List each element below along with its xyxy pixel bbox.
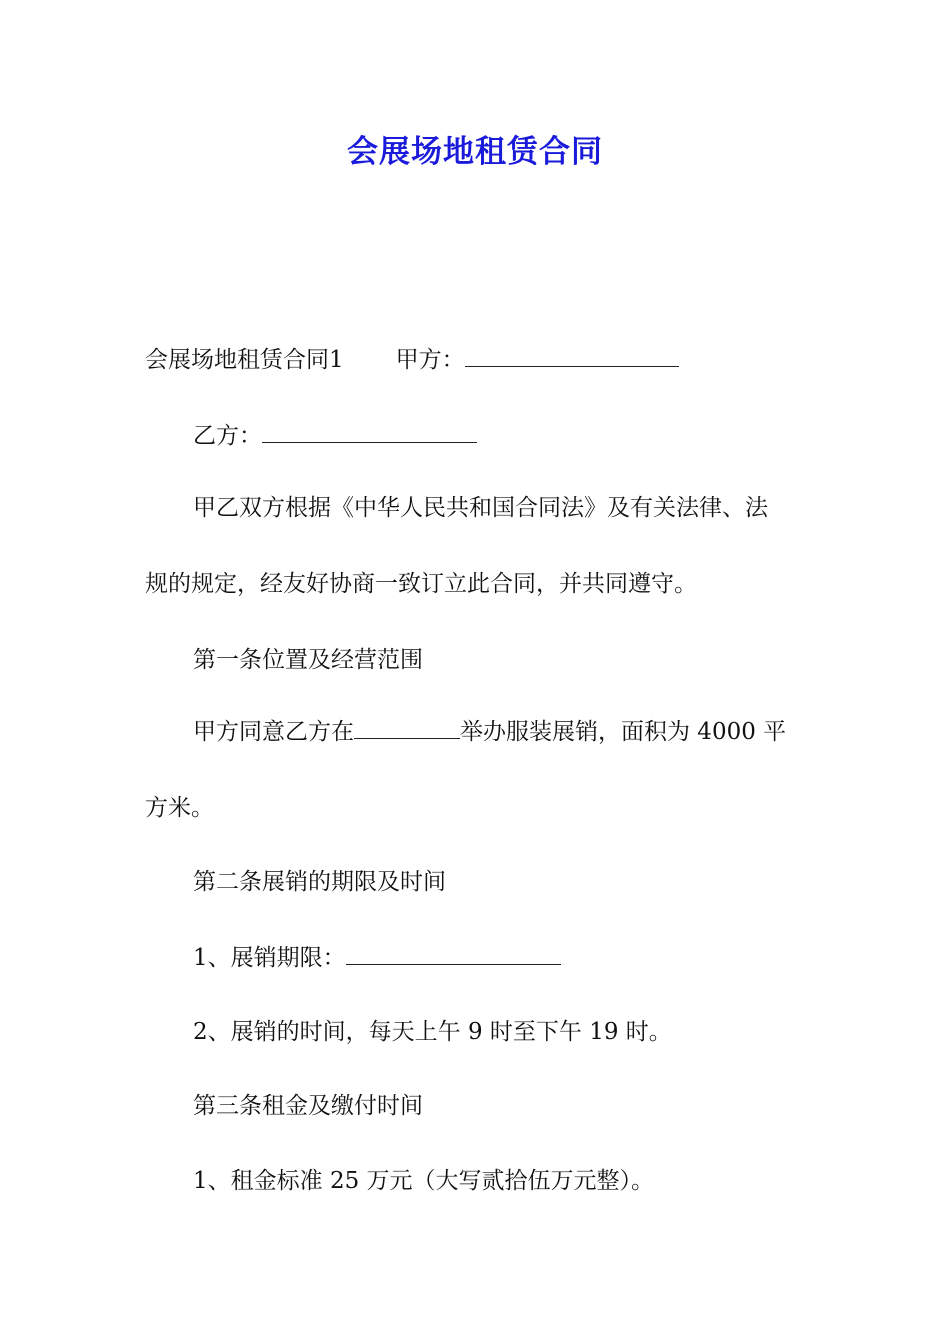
term-blank[interactable] — [346, 940, 561, 965]
article-1-text-c: 方米。 — [145, 795, 214, 821]
article-1-text-b: 举办服装展销，面积为 4000 平 — [460, 719, 787, 745]
paragraph-line: 规的规定，经友好协商一致订立此合同，并共同遵守。 — [145, 571, 697, 597]
term-label: 1、展销期限： — [193, 945, 346, 971]
paragraph-line: 甲乙双方根据《中华人民共和国合同法》及有关法律、法 — [193, 495, 768, 521]
venue-blank[interactable] — [354, 714, 460, 739]
article-3-title: 第三条租金及缴付时间 — [193, 1093, 423, 1119]
party-a-line — [145, 342, 679, 378]
document-title: 会展场地租赁合同 — [347, 134, 603, 170]
article-1-title: 第一条位置及经营范围 — [193, 647, 423, 673]
party-b-line — [193, 418, 477, 454]
article-2-item-1 — [193, 940, 561, 976]
party-b-label: 乙方： — [193, 423, 262, 449]
article-2-item-2: 2、展销的时间，每天上午 9 时至下午 19 时。 — [193, 1019, 672, 1045]
party-a-blank[interactable] — [465, 342, 679, 367]
article-1-text-a: 甲方同意乙方在 — [193, 719, 354, 745]
party-b-blank[interactable] — [262, 418, 477, 443]
article-1-line — [193, 714, 786, 750]
article-3-item-1: 1、租金标准 25 万元（大写贰拾伍万元整）。 — [193, 1168, 655, 1194]
party-a-label: 甲方： — [395, 347, 465, 373]
contract-name-label: 会展场地租赁合同1 — [145, 347, 344, 373]
article-2-title: 第二条展销的期限及时间 — [193, 869, 446, 895]
